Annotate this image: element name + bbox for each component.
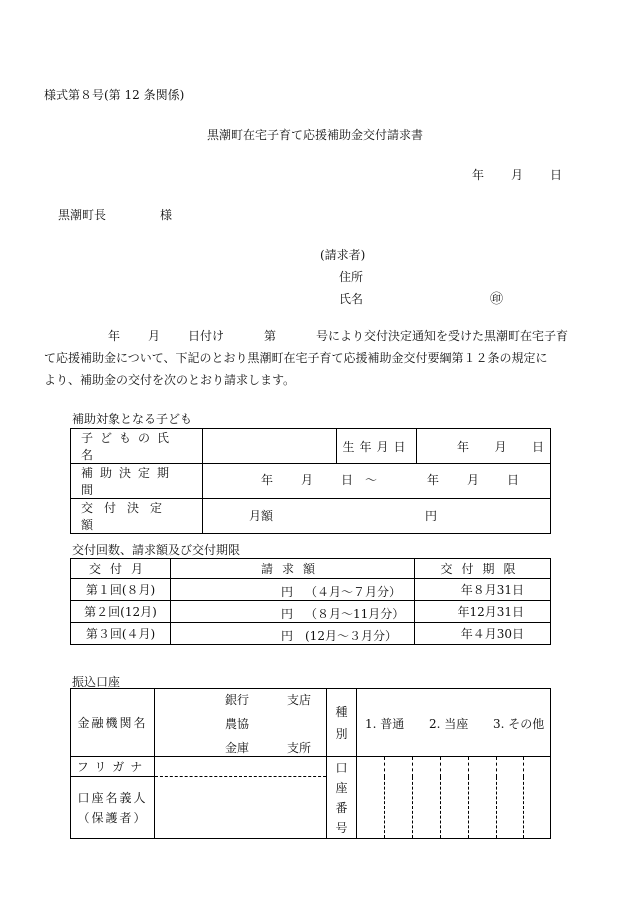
period-label-cell [71, 464, 203, 499]
document-title: 黒潮町在宅子育て応援補助金交付請求書 [206, 128, 423, 142]
child-name-field[interactable] [203, 429, 337, 464]
body-line3: より、補助金の交付を次のとおり請求します。 [44, 373, 296, 387]
name-label: 氏名 [339, 292, 364, 306]
row-yen: 円 [281, 585, 294, 599]
row-span: （８月～11月分） [305, 607, 405, 621]
kana-label: フリガナ [71, 757, 155, 777]
address-label: 住所 [339, 270, 364, 284]
period-label: 補助決定期間 [81, 466, 177, 497]
row-month: 第３回(４月) [71, 623, 171, 645]
amount-label-cell [71, 499, 203, 534]
account-digit-5[interactable] [469, 757, 497, 839]
addressee-name: 黒潮町長 [58, 208, 107, 222]
account-digit-7[interactable] [524, 757, 551, 839]
date-year: 年 [472, 168, 485, 182]
col-month-header: 交付月 [71, 559, 171, 579]
row-yen: 円 [281, 607, 294, 621]
period-tilde: ～ [365, 473, 378, 487]
account-digit-6[interactable] [497, 757, 524, 839]
row-span: (12月～３月分） [305, 629, 397, 643]
body-month: 月 [148, 329, 161, 343]
row-span: （４月～７月分） [305, 585, 402, 599]
type-label: 種 別 [327, 689, 357, 757]
birthdate-field[interactable] [417, 429, 551, 464]
date-month: 月 [510, 168, 523, 182]
table-row [71, 601, 551, 623]
birthdate-label: 生年月日 [337, 429, 417, 464]
date-day: 日 [549, 168, 562, 182]
row-amount[interactable] [171, 579, 415, 601]
amount-yen: 円 [425, 509, 438, 523]
bank-ginko: 銀行 [225, 693, 250, 707]
body-dated: 日付け [188, 329, 225, 343]
account-digit-1[interactable] [357, 757, 385, 839]
bank-kinko: 金庫 [225, 741, 250, 755]
row-amount[interactable] [171, 601, 415, 623]
bank-field[interactable] [155, 689, 327, 757]
row-deadline: 年４月30日 [415, 623, 551, 645]
child-name-label-cell [71, 429, 203, 464]
bank-shisho: 支所 [287, 741, 312, 755]
period-month-1: 月 [301, 473, 314, 487]
amount-field[interactable] [203, 499, 551, 534]
bank-label: 金融機関名 [71, 689, 155, 757]
bank-shiten: 支店 [287, 693, 312, 707]
col-amount-header: 請求額 [171, 559, 415, 579]
table-row [71, 579, 551, 601]
period-month-2: 月 [467, 473, 480, 487]
amount-label: 交付決定額 [81, 501, 174, 532]
period-day-1: 日 [341, 473, 354, 487]
period-field[interactable] [203, 464, 551, 499]
bank-nokyo: 農協 [225, 717, 250, 731]
section-schedule-heading: 交付回数、請求額及び交付期限 [72, 543, 241, 557]
type-option-other[interactable]: 3. その他 [493, 717, 545, 731]
kana-field[interactable] [155, 757, 327, 777]
body-year: 年 [108, 329, 121, 343]
birth-day: 日 [531, 439, 544, 454]
col-deadline-header: 交付期限 [415, 559, 551, 579]
type-option-toza[interactable]: 2. 当座 [429, 717, 469, 731]
period-year-1: 年 [261, 473, 274, 487]
row-month: 第１回(８月) [71, 579, 171, 601]
seal-icon: ㊞ [490, 292, 504, 307]
table-row [71, 623, 551, 645]
section-account-heading: 振込口座 [72, 675, 121, 689]
row-deadline: 年12月31日 [415, 601, 551, 623]
row-yen: 円 [281, 629, 294, 643]
date-line [472, 166, 562, 183]
row-amount[interactable] [171, 623, 415, 645]
child-table [70, 428, 551, 534]
account-digit-2[interactable] [385, 757, 413, 839]
schedule-table [70, 558, 551, 645]
section-child-heading: 補助対象となる子ども [72, 412, 193, 426]
row-month: 第２回(12月) [71, 601, 171, 623]
addressee-honorific: 様 [160, 208, 173, 222]
account-digit-4[interactable] [441, 757, 469, 839]
account-number-label: 口 座 番 号 [327, 757, 357, 839]
body-number-prefix: 第 [264, 329, 277, 343]
account-digit-3[interactable] [413, 757, 441, 839]
birth-month: 月 [494, 439, 507, 454]
holder-label: 口座名義人 （保護者） [71, 777, 155, 839]
holder-field[interactable] [155, 777, 327, 839]
account-type-options [357, 689, 551, 757]
claimant-label: (請求者) [320, 248, 366, 262]
body-line2: て応援補助金について、下記のとおり黒潮町在宅子育て応援補助金交付要綱第１２条の規定に [44, 351, 548, 365]
body-line1-rest: 号により交付決定通知を受けた黒潮町在宅子育 [316, 329, 569, 343]
type-option-futsu[interactable]: 1. 普通 [365, 717, 405, 731]
account-table [70, 688, 551, 839]
row-deadline: 年８月31日 [415, 579, 551, 601]
monthly-label: 月額 [249, 509, 274, 523]
period-year-2: 年 [427, 473, 440, 487]
birth-year: 年 [457, 439, 470, 454]
form-number: 様式第８号(第 12 条関係) [44, 88, 185, 102]
child-name-label: 子どもの氏名 [81, 431, 177, 462]
period-day-2: 日 [507, 473, 520, 487]
